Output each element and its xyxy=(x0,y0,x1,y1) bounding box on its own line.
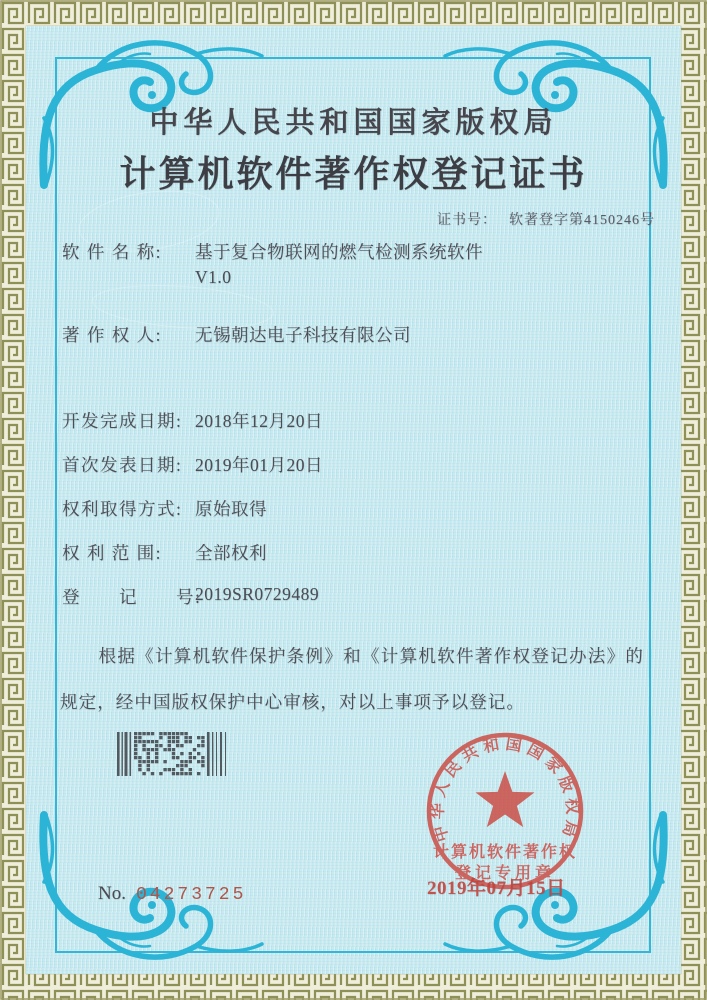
rights-acquisition-label: 权利取得方式: xyxy=(62,499,183,519)
barcode-icon xyxy=(117,731,239,778)
seal-line1: 计算机软件著作权 xyxy=(432,844,578,861)
software-name-label: 软 件 名 称: xyxy=(62,242,162,262)
certificate-number xyxy=(437,209,655,229)
rights-scope-label: 权 利 范 围: xyxy=(62,543,162,563)
first-publish-date-label: 首次发表日期: xyxy=(62,455,183,475)
registration-number-value: 2019SR0729489 xyxy=(195,584,320,604)
first-publish-date-value: 2019年01月20日 xyxy=(195,455,323,475)
seal-line2: 登记专用章 xyxy=(454,865,556,882)
certificate-number-value: 软著登字第4150246号 xyxy=(509,213,655,228)
registration-number-label: 登 记 号: xyxy=(62,587,202,607)
software-version-value: V1.0 xyxy=(195,267,232,287)
rights-scope-value: 全部权利 xyxy=(195,543,267,563)
certificate-number-label: 证书号： xyxy=(437,213,497,228)
dev-complete-date-label: 开发完成日期: xyxy=(62,411,183,431)
registration-statement: 根据《计算机软件保护条例》和《计算机软件著作权登记办法》的规定，经中国版权保护中心审核，对以上事项予以登记。 xyxy=(60,646,644,712)
serial-value: 04273725 xyxy=(135,885,247,905)
authority-title: 中华人民共和国国家版权局 xyxy=(149,107,558,139)
rights-acquisition-value: 原始取得 xyxy=(195,499,267,519)
serial-number xyxy=(98,883,246,905)
software-name-value: 基于复合物联网的燃气检测系统软件 xyxy=(195,242,483,262)
seal-date: 2019年07月15日 xyxy=(427,878,566,899)
dev-complete-date-value: 2018年12月20日 xyxy=(195,411,323,431)
copyright-holder-value: 无锡朝达电子科技有限公司 xyxy=(195,325,411,345)
seal-ring-text: 中华人民共和国国家版权局 xyxy=(429,735,581,844)
copyright-holder-label: 著 作 权 人: xyxy=(62,325,162,345)
serial-prefix: No. xyxy=(98,883,126,904)
certificate-title: 计算机软件著作权登记证书 xyxy=(119,154,588,194)
barcode-matrix xyxy=(134,732,205,775)
star-icon xyxy=(476,771,535,827)
